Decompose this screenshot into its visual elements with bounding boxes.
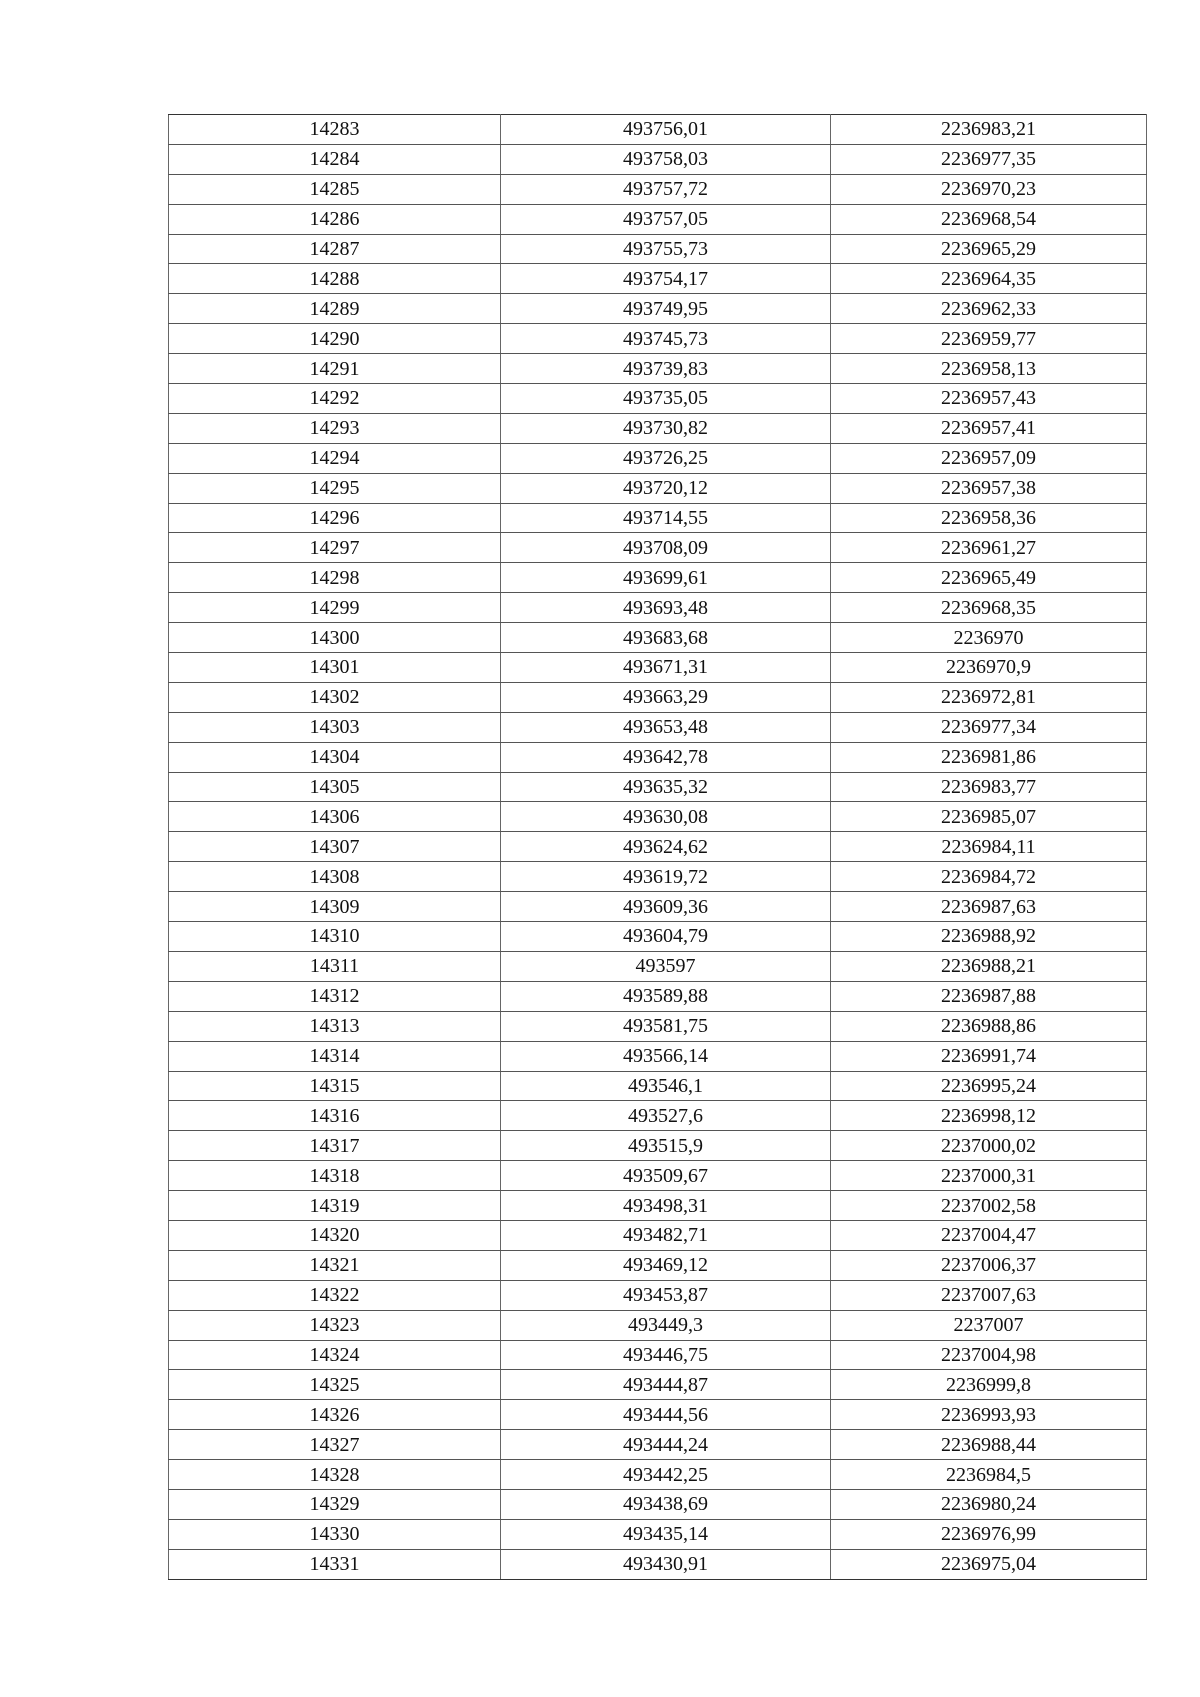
y-coordinate-cell: 2236958,13	[831, 354, 1147, 384]
x-coordinate-cell: 493482,71	[501, 1220, 831, 1250]
y-coordinate-cell: 2236965,29	[831, 234, 1147, 264]
table-row	[169, 264, 1147, 294]
x-coordinate-cell: 493446,75	[501, 1340, 831, 1370]
x-coordinate-cell: 493609,36	[501, 892, 831, 922]
table-row	[169, 174, 1147, 204]
x-coordinate-cell: 493444,56	[501, 1400, 831, 1430]
y-coordinate-cell: 2236988,44	[831, 1430, 1147, 1460]
x-coordinate-cell: 493449,3	[501, 1310, 831, 1340]
x-coordinate-cell: 493754,17	[501, 264, 831, 294]
table-row	[169, 1131, 1147, 1161]
x-coordinate-cell: 493604,79	[501, 922, 831, 952]
point-number-cell: 14301	[169, 653, 501, 683]
point-number-cell: 14324	[169, 1340, 501, 1370]
point-number-cell: 14328	[169, 1460, 501, 1490]
y-coordinate-cell: 2236983,77	[831, 772, 1147, 802]
y-coordinate-cell: 2236965,49	[831, 563, 1147, 593]
point-number-cell: 14294	[169, 443, 501, 473]
y-coordinate-cell: 2237004,47	[831, 1220, 1147, 1250]
y-coordinate-cell: 2236976,99	[831, 1519, 1147, 1549]
y-coordinate-cell: 2236972,81	[831, 682, 1147, 712]
table-row	[169, 204, 1147, 234]
table-row	[169, 533, 1147, 563]
point-number-cell: 14287	[169, 234, 501, 264]
table-row	[169, 1191, 1147, 1221]
point-number-cell: 14312	[169, 981, 501, 1011]
point-number-cell: 14289	[169, 294, 501, 324]
x-coordinate-cell: 493444,24	[501, 1430, 831, 1460]
table-row	[169, 413, 1147, 443]
x-coordinate-cell: 493444,87	[501, 1370, 831, 1400]
table-row	[169, 862, 1147, 892]
table-row	[169, 1489, 1147, 1519]
y-coordinate-cell: 2236984,11	[831, 832, 1147, 862]
y-coordinate-cell: 2236984,5	[831, 1460, 1147, 1490]
x-coordinate-cell: 493758,03	[501, 144, 831, 174]
point-number-cell: 14293	[169, 413, 501, 443]
table-row	[169, 473, 1147, 503]
point-number-cell: 14297	[169, 533, 501, 563]
y-coordinate-cell: 2236985,07	[831, 802, 1147, 832]
point-number-cell: 14296	[169, 503, 501, 533]
table-row	[169, 832, 1147, 862]
point-number-cell: 14313	[169, 1011, 501, 1041]
table-row	[169, 1340, 1147, 1370]
y-coordinate-cell: 2236970	[831, 623, 1147, 653]
table-row	[169, 1220, 1147, 1250]
x-coordinate-cell: 493730,82	[501, 413, 831, 443]
table-row	[169, 593, 1147, 623]
point-number-cell: 14290	[169, 324, 501, 354]
table-row	[169, 1280, 1147, 1310]
x-coordinate-cell: 493546,1	[501, 1071, 831, 1101]
y-coordinate-cell: 2237007	[831, 1310, 1147, 1340]
y-coordinate-cell: 2237002,58	[831, 1191, 1147, 1221]
point-number-cell: 14310	[169, 922, 501, 952]
y-coordinate-cell: 2236968,35	[831, 593, 1147, 623]
table-row	[169, 144, 1147, 174]
y-coordinate-cell: 2236999,8	[831, 1370, 1147, 1400]
point-number-cell: 14306	[169, 802, 501, 832]
y-coordinate-cell: 2236988,92	[831, 922, 1147, 952]
point-number-cell: 14307	[169, 832, 501, 862]
point-number-cell: 14292	[169, 384, 501, 414]
point-number-cell: 14323	[169, 1310, 501, 1340]
x-coordinate-cell: 493755,73	[501, 234, 831, 264]
y-coordinate-cell: 2237004,98	[831, 1340, 1147, 1370]
point-number-cell: 14325	[169, 1370, 501, 1400]
x-coordinate-cell: 493581,75	[501, 1011, 831, 1041]
y-coordinate-cell: 2236957,43	[831, 384, 1147, 414]
x-coordinate-cell: 493714,55	[501, 503, 831, 533]
y-coordinate-cell: 2236995,24	[831, 1071, 1147, 1101]
table-row	[169, 623, 1147, 653]
x-coordinate-cell: 493720,12	[501, 473, 831, 503]
x-coordinate-cell: 493438,69	[501, 1489, 831, 1519]
table-row	[169, 682, 1147, 712]
table-row	[169, 1430, 1147, 1460]
point-number-cell: 14286	[169, 204, 501, 234]
point-number-cell: 14311	[169, 951, 501, 981]
x-coordinate-cell: 493735,05	[501, 384, 831, 414]
x-coordinate-cell: 493683,68	[501, 623, 831, 653]
point-number-cell: 14329	[169, 1489, 501, 1519]
point-number-cell: 14300	[169, 623, 501, 653]
y-coordinate-cell: 2236987,63	[831, 892, 1147, 922]
x-coordinate-cell: 493699,61	[501, 563, 831, 593]
table-row	[169, 443, 1147, 473]
x-coordinate-cell: 493693,48	[501, 593, 831, 623]
y-coordinate-cell: 2236993,93	[831, 1400, 1147, 1430]
point-number-cell: 14288	[169, 264, 501, 294]
y-coordinate-cell: 2236980,24	[831, 1489, 1147, 1519]
y-coordinate-cell: 2236987,88	[831, 981, 1147, 1011]
x-coordinate-cell: 493453,87	[501, 1280, 831, 1310]
table-row	[169, 1041, 1147, 1071]
y-coordinate-cell: 2237000,31	[831, 1161, 1147, 1191]
point-number-cell: 14316	[169, 1101, 501, 1131]
table-row	[169, 892, 1147, 922]
x-coordinate-cell: 493757,72	[501, 174, 831, 204]
point-number-cell: 14331	[169, 1549, 501, 1579]
x-coordinate-cell: 493442,25	[501, 1460, 831, 1490]
table-row	[169, 1101, 1147, 1131]
point-number-cell: 14295	[169, 473, 501, 503]
table-row	[169, 742, 1147, 772]
y-coordinate-cell: 2236998,12	[831, 1101, 1147, 1131]
table-row	[169, 294, 1147, 324]
y-coordinate-cell: 2237006,37	[831, 1250, 1147, 1280]
point-number-cell: 14285	[169, 174, 501, 204]
point-number-cell: 14304	[169, 742, 501, 772]
point-number-cell: 14284	[169, 144, 501, 174]
y-coordinate-cell: 2236977,35	[831, 144, 1147, 174]
x-coordinate-cell: 493635,32	[501, 772, 831, 802]
x-coordinate-cell: 493757,05	[501, 204, 831, 234]
point-number-cell: 14303	[169, 712, 501, 742]
x-coordinate-cell: 493624,62	[501, 832, 831, 862]
table-row	[169, 234, 1147, 264]
x-coordinate-cell: 493739,83	[501, 354, 831, 384]
point-number-cell: 14308	[169, 862, 501, 892]
point-number-cell: 14326	[169, 1400, 501, 1430]
y-coordinate-cell: 2236959,77	[831, 324, 1147, 354]
x-coordinate-cell: 493619,72	[501, 862, 831, 892]
point-number-cell: 14330	[169, 1519, 501, 1549]
y-coordinate-cell: 2236970,9	[831, 653, 1147, 683]
table-row	[169, 1310, 1147, 1340]
point-number-cell: 14327	[169, 1430, 501, 1460]
y-coordinate-cell: 2236984,72	[831, 862, 1147, 892]
coordinates-table-body	[169, 115, 1147, 1580]
table-row	[169, 1161, 1147, 1191]
x-coordinate-cell: 493469,12	[501, 1250, 831, 1280]
y-coordinate-cell: 2236977,34	[831, 712, 1147, 742]
table-row	[169, 384, 1147, 414]
y-coordinate-cell: 2236962,33	[831, 294, 1147, 324]
x-coordinate-cell: 493498,31	[501, 1191, 831, 1221]
table-row	[169, 324, 1147, 354]
y-coordinate-cell: 2236968,54	[831, 204, 1147, 234]
x-coordinate-cell: 493745,73	[501, 324, 831, 354]
point-number-cell: 14291	[169, 354, 501, 384]
point-number-cell: 14283	[169, 115, 501, 145]
y-coordinate-cell: 2236957,09	[831, 443, 1147, 473]
x-coordinate-cell: 493708,09	[501, 533, 831, 563]
x-coordinate-cell: 493435,14	[501, 1519, 831, 1549]
table-row	[169, 1071, 1147, 1101]
point-number-cell: 14302	[169, 682, 501, 712]
y-coordinate-cell: 2236957,41	[831, 413, 1147, 443]
point-number-cell: 14299	[169, 593, 501, 623]
table-row	[169, 653, 1147, 683]
y-coordinate-cell: 2236991,74	[831, 1041, 1147, 1071]
x-coordinate-cell: 493671,31	[501, 653, 831, 683]
table-row	[169, 1460, 1147, 1490]
table-row	[169, 951, 1147, 981]
point-number-cell: 14298	[169, 563, 501, 593]
x-coordinate-cell: 493527,6	[501, 1101, 831, 1131]
table-row	[169, 563, 1147, 593]
table-row	[169, 1370, 1147, 1400]
x-coordinate-cell: 493630,08	[501, 802, 831, 832]
table-row	[169, 712, 1147, 742]
y-coordinate-cell: 2236957,38	[831, 473, 1147, 503]
table-row	[169, 115, 1147, 145]
point-number-cell: 14319	[169, 1191, 501, 1221]
x-coordinate-cell: 493509,67	[501, 1161, 831, 1191]
x-coordinate-cell: 493756,01	[501, 115, 831, 145]
table-row	[169, 1400, 1147, 1430]
y-coordinate-cell: 2236961,27	[831, 533, 1147, 563]
x-coordinate-cell: 493663,29	[501, 682, 831, 712]
point-number-cell: 14305	[169, 772, 501, 802]
table-row	[169, 922, 1147, 952]
point-number-cell: 14322	[169, 1280, 501, 1310]
x-coordinate-cell: 493642,78	[501, 742, 831, 772]
table-row	[169, 981, 1147, 1011]
y-coordinate-cell: 2236981,86	[831, 742, 1147, 772]
table-row	[169, 772, 1147, 802]
table-row	[169, 802, 1147, 832]
x-coordinate-cell: 493589,88	[501, 981, 831, 1011]
x-coordinate-cell: 493430,91	[501, 1549, 831, 1579]
point-number-cell: 14309	[169, 892, 501, 922]
x-coordinate-cell: 493749,95	[501, 294, 831, 324]
table-row	[169, 1519, 1147, 1549]
point-number-cell: 14321	[169, 1250, 501, 1280]
x-coordinate-cell: 493653,48	[501, 712, 831, 742]
table-row	[169, 1011, 1147, 1041]
table-row	[169, 1549, 1147, 1579]
x-coordinate-cell: 493726,25	[501, 443, 831, 473]
y-coordinate-cell: 2236964,35	[831, 264, 1147, 294]
point-number-cell: 14315	[169, 1071, 501, 1101]
point-number-cell: 14314	[169, 1041, 501, 1071]
y-coordinate-cell: 2236958,36	[831, 503, 1147, 533]
y-coordinate-cell: 2237000,02	[831, 1131, 1147, 1161]
y-coordinate-cell: 2236975,04	[831, 1549, 1147, 1579]
x-coordinate-cell: 493515,9	[501, 1131, 831, 1161]
point-number-cell: 14320	[169, 1220, 501, 1250]
table-row	[169, 1250, 1147, 1280]
y-coordinate-cell: 2236983,21	[831, 115, 1147, 145]
coordinates-table	[168, 114, 1147, 1580]
y-coordinate-cell: 2237007,63	[831, 1280, 1147, 1310]
table-row	[169, 354, 1147, 384]
x-coordinate-cell: 493597	[501, 951, 831, 981]
y-coordinate-cell: 2236988,21	[831, 951, 1147, 981]
x-coordinate-cell: 493566,14	[501, 1041, 831, 1071]
table-row	[169, 503, 1147, 533]
y-coordinate-cell: 2236970,23	[831, 174, 1147, 204]
point-number-cell: 14318	[169, 1161, 501, 1191]
point-number-cell: 14317	[169, 1131, 501, 1161]
y-coordinate-cell: 2236988,86	[831, 1011, 1147, 1041]
